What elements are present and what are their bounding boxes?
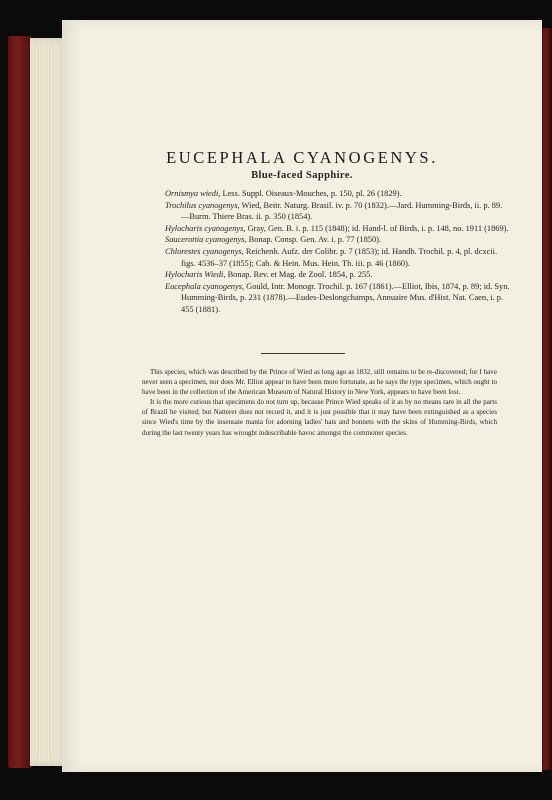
- synonymy-list: [165, 188, 510, 316]
- synonym-name: Eucephala cyanogenys,: [165, 281, 245, 291]
- page-title: EUCEPHALA CYANOGENYS.: [166, 148, 438, 167]
- synonym-entry: [165, 200, 510, 223]
- synonym-entry: [165, 246, 510, 269]
- synonym-entry: [165, 234, 510, 246]
- body-paragraph: It is the more curious that specimens do not turn up, because Prince Wied speaks of it as by no means rare in all the parts of Brazil he visited; but Natterer does not record it, and it is just possible that it may have been extinguished as a species since Wied's time by the insensate mania for adorning ladies' hats and bonnets with the skins of Humming-Birds, which during the last twenty years has wrought indescribable havoc amongst the commoner species.: [142, 398, 497, 437]
- synonym-name: Chlorestes cyanogenys,: [165, 246, 244, 256]
- synonym-name: Ornismya wiedi,: [165, 189, 221, 198]
- synonym-citation: Bonap. Rev. et Mag. de Zool. 1854, p. 255.: [227, 270, 373, 280]
- section-divider: [261, 353, 345, 354]
- synonym-citation: Gray, Gen. B. i. p. 115 (1848); id. Hand-l. of Birds, i. p. 148, no. 1911 (1869).: [247, 223, 509, 233]
- synonym-citation: Wied, Beitr. Naturg. Brasil. iv. p. 70 (1832).—Jard. Humming-Birds, ii. p. 89.—Burm. Thiere Bras. ii. p. 350 (1854).: [181, 200, 503, 222]
- body-text: [142, 367, 497, 438]
- book-cover-edge: [8, 36, 32, 768]
- synonym-citation: Bonap. Consp. Gen. Av. i. p. 77 (1850).: [248, 235, 382, 245]
- synonym-name: Hylocharis Wiedi,: [165, 270, 226, 280]
- synonym-entry: [165, 269, 510, 281]
- synonym-name: Hylocharis cyanogenys,: [165, 223, 246, 233]
- synonym-entry: [165, 281, 510, 316]
- synonym-citation: Reichenb. Aufz. der Colibr. p. 7 (1853); id. Handb. Trochil. p. 4, pl. dcxcii. figs. 4536–37 (1855); Cab. & Hein. Mus. Hein. Th. iii. p. 46 (1860).: [181, 246, 498, 268]
- book-page: [62, 20, 542, 772]
- body-paragraph: This species, which was described by the Prince of Wied as long ago as 1832, still remains to be re-discovered; for I have never seen a specimen, nor does Mr. Elliot appear to have been more fortunate, as he says the type specimen, which ought to have been in the collection of the American Museum of Natural History in New York, appears to have been lost.: [142, 368, 497, 397]
- synonym-citation: Less. Suppl. Oiseaux-Mouches, p. 150, pl. 26 (1829).: [222, 189, 402, 198]
- synonym-name: Saucerottia cyanogenys,: [165, 235, 247, 245]
- page-subtitle: Blue-faced Sapphire.: [251, 170, 353, 181]
- synonym-entry: [165, 223, 510, 235]
- synonym-entry: [165, 188, 510, 200]
- synonym-name: Trochilus cyanogenys,: [165, 200, 240, 210]
- synonym-citation: Gould, Intr. Monogr. Trochil. p. 167 (1861).—Elliot, Ibis, 1874, p. 89; id. Syn. Humming-Birds, p. 231 (1878).—Eudes-Deslongchamps, Annuaire Mus. d'Hist. Nat. Caen, i. p. 455 (1881).: [181, 281, 510, 314]
